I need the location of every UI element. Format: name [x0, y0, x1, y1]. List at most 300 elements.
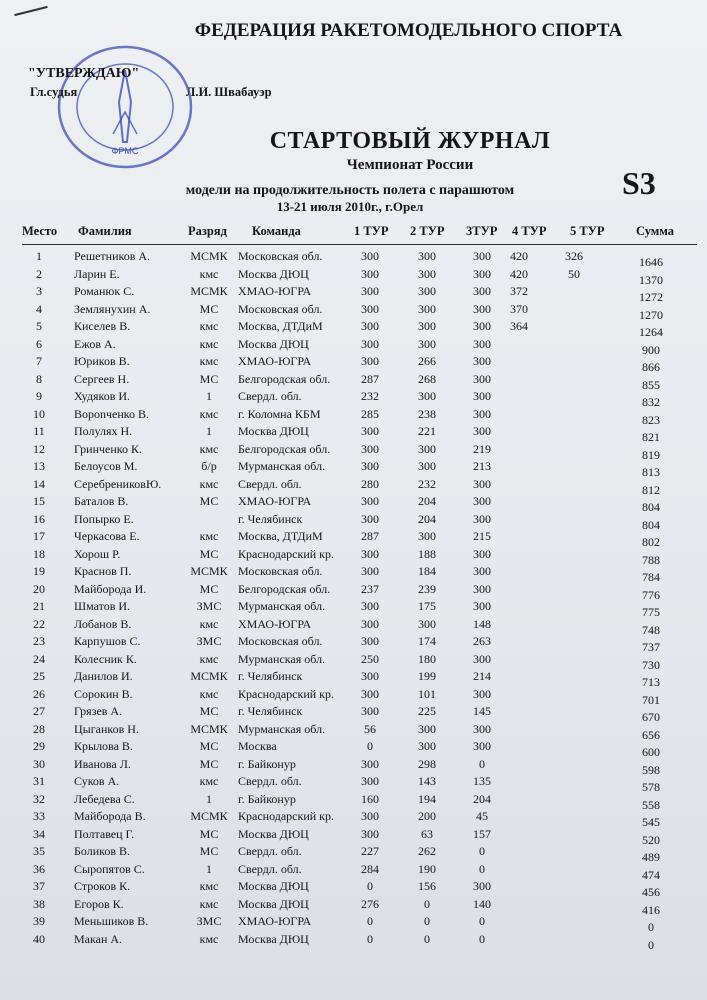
sum-cell: 866	[642, 360, 660, 374]
rank-cell: МС	[199, 739, 219, 753]
col-header-team: Команда	[252, 224, 301, 238]
table-row	[0, 266, 707, 287]
tour2-cell: 156	[418, 879, 436, 893]
place-cell: 32	[33, 791, 45, 806]
team-cell: Московская обл.	[238, 634, 323, 648]
rank-cell: МС	[199, 581, 219, 596]
sum-cell: 802	[642, 535, 660, 549]
place-cell: 23	[33, 634, 45, 648]
tour1-cell: 300	[361, 756, 379, 771]
name-cell: Строков К.	[74, 879, 131, 893]
team-cell: Свердл. обл.	[238, 476, 302, 491]
name-cell: Черкасова Е.	[74, 529, 140, 543]
rank-cell: 1	[206, 424, 212, 438]
place-cell: 29	[33, 739, 45, 753]
place-cell: 37	[33, 879, 45, 893]
tour1-cell: 300	[361, 809, 379, 823]
tour3-cell: 0	[479, 914, 485, 928]
table-row	[0, 809, 707, 829]
tour3-cell: 214	[473, 669, 491, 683]
team-cell: Белгородская обл.	[238, 371, 331, 386]
tour3-cell: 300	[473, 546, 491, 561]
name-cell: Данилов И.	[74, 669, 133, 683]
tour2-cell: 194	[418, 791, 436, 806]
tour5-cell: 326	[565, 249, 583, 263]
col-header-name: Фамилия	[78, 224, 132, 238]
team-cell: ХМАО-ЮГРА	[238, 616, 312, 631]
table-row	[0, 756, 707, 777]
team-cell: Краснодарский кр.	[238, 546, 334, 561]
name-cell: Боликов В.	[74, 844, 131, 858]
tour4-cell: 372	[510, 284, 528, 298]
model-class: модели на продолжительность полета с парашютом	[185, 183, 515, 198]
tour1-cell: 300	[361, 511, 379, 526]
name-cell: Гринченко К.	[74, 441, 143, 456]
table-row	[0, 459, 707, 479]
tour3-cell: 300	[473, 249, 491, 263]
tour3-cell: 0	[479, 844, 485, 858]
team-cell: Москва ДЮЦ	[238, 266, 309, 281]
name-cell: Майборода И.	[74, 581, 147, 596]
tour1-cell: 56	[364, 721, 376, 736]
place-cell: 26	[33, 686, 45, 701]
table-row	[0, 301, 707, 322]
team-cell: Московская обл.	[238, 564, 323, 578]
name-cell: Суков А.	[74, 774, 120, 788]
tour2-cell: 300	[418, 721, 436, 736]
tour2-cell: 300	[418, 616, 436, 631]
name-cell: Карпушов С.	[74, 634, 141, 648]
chief-judge-label: Гл.судья	[30, 85, 78, 99]
place-cell: 8	[36, 371, 42, 386]
tour3-cell: 0	[479, 756, 485, 771]
tour3-cell: 300	[473, 284, 491, 298]
place-cell: 39	[33, 914, 45, 928]
team-cell: Мурманская обл.	[238, 721, 326, 736]
name-cell: Колесник К.	[74, 651, 137, 666]
table-row	[0, 284, 707, 304]
sum-cell: 0	[648, 937, 654, 952]
place-cell: 17	[33, 529, 45, 543]
team-cell: Москва ДЮЦ	[238, 879, 309, 893]
tour3-cell: 300	[473, 301, 491, 316]
tour1-cell: 300	[361, 336, 379, 351]
place-cell: 10	[33, 406, 45, 421]
place-cell: 7	[36, 354, 42, 368]
name-cell: Юриков В.	[74, 354, 130, 368]
rank-cell: б/р	[201, 459, 217, 473]
sum-cell: 600	[642, 745, 660, 759]
tour4-cell: 370	[510, 301, 528, 316]
tour1-cell: 300	[361, 634, 379, 648]
table-row	[0, 319, 707, 339]
team-cell: ХМАО-ЮГРА	[238, 284, 312, 298]
tour2-cell: 190	[418, 861, 436, 876]
place-cell: 31	[33, 774, 45, 788]
table-row	[0, 424, 707, 444]
tour2-cell: 300	[418, 529, 436, 543]
sum-cell: 804	[642, 500, 660, 514]
name-cell: Сорокин В.	[74, 686, 133, 701]
team-cell: Мурманская обл.	[238, 459, 326, 473]
team-cell: Краснодарский кр.	[238, 809, 334, 823]
tour1-cell: 300	[361, 441, 379, 456]
tour2-cell: 262	[418, 844, 436, 858]
tour2-cell: 200	[418, 809, 436, 823]
tour2-cell: 101	[418, 686, 436, 701]
rank-cell: кмс	[199, 651, 219, 666]
tour1-cell: 300	[361, 546, 379, 561]
tour3-cell: 300	[473, 879, 491, 893]
place-cell: 21	[33, 599, 45, 613]
tour3-cell: 0	[479, 931, 485, 946]
tour3-cell: 300	[473, 336, 491, 351]
rank-cell: кмс	[199, 931, 219, 946]
tour2-cell: 300	[418, 319, 436, 333]
rank-cell: кмс	[199, 406, 219, 421]
team-cell: ХМАО-ЮГРА	[238, 914, 312, 928]
rank-cell: кмс	[199, 319, 219, 333]
tour1-cell: 287	[361, 529, 379, 543]
table-row	[0, 511, 707, 532]
table-row	[0, 896, 707, 917]
name-cell: Краснов П.	[74, 564, 132, 578]
team-cell: Москва ДЮЦ	[238, 931, 309, 946]
table-row	[0, 494, 707, 514]
sum-cell: 900	[642, 342, 660, 357]
rank-cell: кмс	[199, 529, 219, 543]
table-row	[0, 826, 707, 847]
event-dates: 13-21 июля 2010г., г.Орел	[276, 199, 424, 214]
sum-cell: 1272	[639, 290, 663, 304]
tour2-cell: 300	[418, 301, 436, 316]
tour1-cell: 300	[361, 599, 379, 613]
table-row	[0, 354, 707, 374]
tour1-cell: 232	[361, 389, 379, 403]
tour2-cell: 300	[418, 459, 436, 473]
rank-cell: кмс	[199, 266, 219, 281]
table-row	[0, 389, 707, 409]
tour3-cell: 300	[473, 686, 491, 701]
col-header-sum: Сумма	[636, 224, 674, 238]
sum-cell: 456	[642, 885, 660, 899]
sum-cell: 1264	[639, 325, 663, 339]
name-cell: Макан А.	[74, 931, 123, 946]
tour3-cell: 300	[473, 406, 491, 421]
rank-cell: МС	[199, 301, 219, 316]
rank-cell: МС	[199, 756, 219, 771]
tour1-cell: 300	[361, 301, 379, 316]
tour2-cell: 225	[418, 704, 436, 718]
sum-cell: 821	[642, 430, 660, 444]
sum-cell: 656	[642, 727, 660, 742]
tour1-cell: 300	[361, 266, 379, 281]
team-cell: Москва ДЮЦ	[238, 424, 309, 438]
team-cell: Свердл. обл.	[238, 861, 302, 876]
place-cell: 20	[33, 581, 45, 596]
rank-cell: МСМК	[190, 284, 228, 298]
tour1-cell: 0	[367, 739, 373, 753]
championship-name: Чемпионат России	[346, 157, 474, 173]
team-cell: г. Байконур	[238, 791, 296, 806]
tour3-cell: 300	[473, 354, 491, 368]
tour1-cell: 300	[361, 424, 379, 438]
tour3-cell: 300	[473, 389, 491, 403]
team-cell: г. Коломна КБМ	[238, 406, 321, 421]
sum-cell: 670	[642, 710, 660, 724]
name-cell: Егоров К.	[74, 896, 124, 911]
rank-cell: кмс	[199, 476, 219, 491]
tour1-cell: 0	[367, 879, 373, 893]
sum-cell: 416	[642, 902, 660, 917]
rank-cell: 1	[206, 389, 212, 403]
sum-cell: 813	[642, 465, 660, 479]
table-row	[0, 249, 707, 269]
table-row	[0, 371, 707, 392]
table-row	[0, 914, 707, 934]
tour3-cell: 140	[473, 896, 491, 911]
col-header-rank: Разряд	[188, 224, 227, 238]
tour3-cell: 300	[473, 651, 491, 666]
sum-cell: 737	[642, 640, 660, 654]
col-header-place: Место	[22, 224, 58, 238]
tour2-cell: 0	[424, 896, 430, 911]
place-cell: 3	[36, 284, 42, 298]
tour3-cell: 300	[473, 319, 491, 333]
table-row	[0, 739, 707, 759]
table-row	[0, 441, 707, 462]
federation-title: ФЕДЕРАЦИЯ РАКЕТОМОДЕЛЬНОГО СПОРТА	[194, 20, 623, 41]
name-cell: Киселев В.	[74, 319, 131, 333]
tour1-cell: 0	[367, 914, 373, 928]
place-cell: 25	[33, 669, 45, 683]
tour2-cell: 268	[418, 371, 436, 386]
team-cell: Краснодарский кр.	[238, 686, 334, 701]
tour3-cell: 145	[473, 704, 491, 718]
place-cell: 19	[33, 564, 45, 578]
tour3-cell: 135	[473, 774, 491, 788]
tour3-cell: 263	[473, 634, 491, 648]
tour4-cell: 420	[510, 249, 528, 263]
name-cell: Хорош Р.	[74, 546, 121, 561]
tour2-cell: 204	[418, 511, 436, 526]
table-row	[0, 669, 707, 689]
table-row	[0, 599, 707, 619]
team-cell: Москва, ДТДиМ	[238, 529, 323, 543]
place-cell: 40	[33, 931, 45, 946]
rank-cell: кмс	[199, 686, 219, 701]
sum-cell: 474	[642, 867, 660, 882]
table-row	[0, 406, 707, 427]
tour1-cell: 300	[361, 669, 379, 683]
chief-judge-name: Л.И. Швабауэр	[186, 85, 272, 99]
place-cell: 35	[33, 844, 45, 858]
col-header-tour1: 1 ТУР	[354, 224, 389, 238]
tour3-cell: 300	[473, 371, 491, 386]
team-cell: г. Челябинск	[238, 669, 303, 683]
place-cell: 24	[33, 651, 45, 666]
sum-cell: 520	[642, 832, 660, 847]
team-cell: г. Челябинск	[238, 511, 303, 526]
tour1-cell: 285	[361, 406, 379, 421]
sum-cell: 788	[642, 552, 660, 567]
tour2-cell: 300	[418, 336, 436, 351]
name-cell: Землянухин А.	[74, 301, 151, 316]
svg-text:ФРМС: ФРМС	[111, 146, 139, 156]
name-cell: Лобанов В.	[74, 616, 132, 631]
tour1-cell: 300	[361, 459, 379, 473]
tour2-cell: 0	[424, 914, 430, 928]
tour2-cell: 266	[418, 354, 436, 368]
col-header-tour4: 4 ТУР	[512, 224, 547, 238]
name-cell: Шматов И.	[74, 599, 131, 613]
rank-cell: МСМК	[190, 564, 228, 578]
table-row	[0, 476, 707, 497]
team-cell: Мурманская обл.	[238, 651, 326, 666]
place-cell: 2	[36, 266, 42, 281]
table-row	[0, 844, 707, 864]
table-row	[0, 529, 707, 549]
sum-cell: 598	[642, 762, 660, 777]
rank-cell: МС	[199, 826, 219, 841]
name-cell: Сыропятов С.	[74, 861, 145, 876]
pen-mark	[14, 6, 47, 16]
tour2-cell: 175	[418, 599, 436, 613]
name-cell: Сергеев Н.	[74, 371, 130, 386]
tour3-cell: 213	[473, 459, 491, 473]
team-cell: Белгородская обл.	[238, 441, 331, 456]
rank-cell: кмс	[199, 879, 219, 893]
team-cell: Московская обл.	[238, 249, 323, 263]
sum-cell: 730	[642, 657, 660, 672]
sum-cell: 748	[642, 622, 660, 637]
team-cell: Белгородская обл.	[238, 581, 331, 596]
tour3-cell: 300	[473, 599, 491, 613]
place-cell: 14	[33, 476, 45, 491]
tour1-cell: 300	[361, 774, 379, 788]
team-cell: Москва ДЮЦ	[238, 826, 309, 841]
tour2-cell: 0	[424, 931, 430, 946]
place-cell: 6	[36, 336, 42, 351]
tour1-cell: 280	[361, 476, 379, 491]
team-cell: Москва ДЮЦ	[238, 336, 309, 351]
place-cell: 15	[33, 494, 45, 508]
rank-cell: кмс	[199, 774, 219, 788]
sum-cell: 578	[642, 780, 660, 794]
tour1-cell: 300	[361, 284, 379, 298]
name-cell: Баталов В.	[74, 494, 129, 508]
team-cell: Свердл. обл.	[238, 844, 302, 858]
team-cell: ХМАО-ЮГРА	[238, 354, 312, 368]
tour2-cell: 232	[418, 476, 436, 491]
tour1-cell: 300	[361, 616, 379, 631]
place-cell: 18	[33, 546, 45, 561]
tour5-cell: 50	[568, 266, 580, 281]
rank-cell: МС	[199, 494, 219, 508]
tour3-cell: 300	[473, 721, 491, 736]
place-cell: 13	[33, 459, 45, 473]
team-cell: Москва ДЮЦ	[238, 896, 309, 911]
table-row	[0, 581, 707, 602]
name-cell: Худяков И.	[74, 389, 131, 403]
rank-cell: кмс	[199, 441, 219, 456]
tour3-cell: 219	[473, 441, 491, 456]
rank-cell: МСМК	[190, 809, 228, 823]
sum-cell: 558	[642, 797, 660, 812]
name-cell: СеребрениковЮ.	[74, 476, 162, 491]
rank-cell: кмс	[199, 616, 219, 631]
place-cell: 30	[33, 756, 45, 771]
name-cell: Майборода В.	[74, 809, 146, 823]
sum-cell: 1646	[639, 255, 663, 269]
sum-cell: 832	[642, 395, 660, 409]
rank-cell: МСМК	[190, 669, 228, 683]
tour1-cell: 300	[361, 686, 379, 701]
tour2-cell: 188	[418, 546, 436, 561]
table-row	[0, 564, 707, 584]
place-cell: 38	[33, 896, 45, 911]
sum-cell: 489	[642, 850, 660, 864]
tour1-cell: 276	[361, 896, 379, 911]
tour1-cell: 300	[361, 354, 379, 368]
team-cell: г. Челябинск	[238, 704, 303, 718]
place-cell: 33	[33, 809, 45, 823]
name-cell: Лебедева С.	[74, 791, 135, 806]
rank-cell: 1	[206, 861, 212, 876]
tour1-cell: 300	[361, 249, 379, 263]
tour3-cell: 300	[473, 511, 491, 526]
name-cell: Ворonченко В.	[74, 406, 150, 421]
sum-cell: 812	[642, 482, 660, 497]
tour1-cell: 300	[361, 564, 379, 578]
rank-cell: 1	[206, 791, 212, 806]
name-cell: Романюк С.	[74, 284, 135, 298]
tour3-cell: 0	[479, 861, 485, 876]
tour1-cell: 0	[367, 931, 373, 946]
table-row	[0, 634, 707, 654]
tour3-cell: 300	[473, 266, 491, 281]
table-row	[0, 879, 707, 899]
col-header-tour3: 3ТУР	[466, 224, 498, 238]
tour1-cell: 160	[361, 791, 379, 806]
tour3-cell: 45	[476, 809, 488, 823]
name-cell: Полулях Н.	[74, 424, 133, 438]
place-cell: 36	[33, 861, 45, 876]
rank-cell: МСМК	[190, 721, 228, 736]
sum-cell: 1370	[639, 272, 663, 287]
tour2-cell: 300	[418, 266, 436, 281]
team-cell: Мурманская обл.	[238, 599, 326, 613]
tour3-cell: 300	[473, 739, 491, 753]
place-cell: 5	[36, 319, 42, 333]
table-row	[0, 791, 707, 812]
tour1-cell: 287	[361, 371, 379, 386]
rank-cell: МС	[199, 704, 219, 718]
table-row	[0, 721, 707, 742]
tour2-cell: 300	[418, 389, 436, 403]
rank-cell: ЗМС	[196, 634, 222, 648]
tour3-cell: 300	[473, 476, 491, 491]
tour2-cell: 204	[418, 494, 436, 508]
tour3-cell: 157	[473, 826, 491, 841]
table-row	[0, 616, 707, 637]
tour3-cell: 300	[473, 581, 491, 596]
table-row	[0, 651, 707, 672]
tour2-cell: 300	[418, 739, 436, 753]
tour2-cell: 239	[418, 581, 436, 596]
sum-cell: 819	[642, 447, 660, 462]
name-cell: Грязев А.	[74, 704, 123, 718]
